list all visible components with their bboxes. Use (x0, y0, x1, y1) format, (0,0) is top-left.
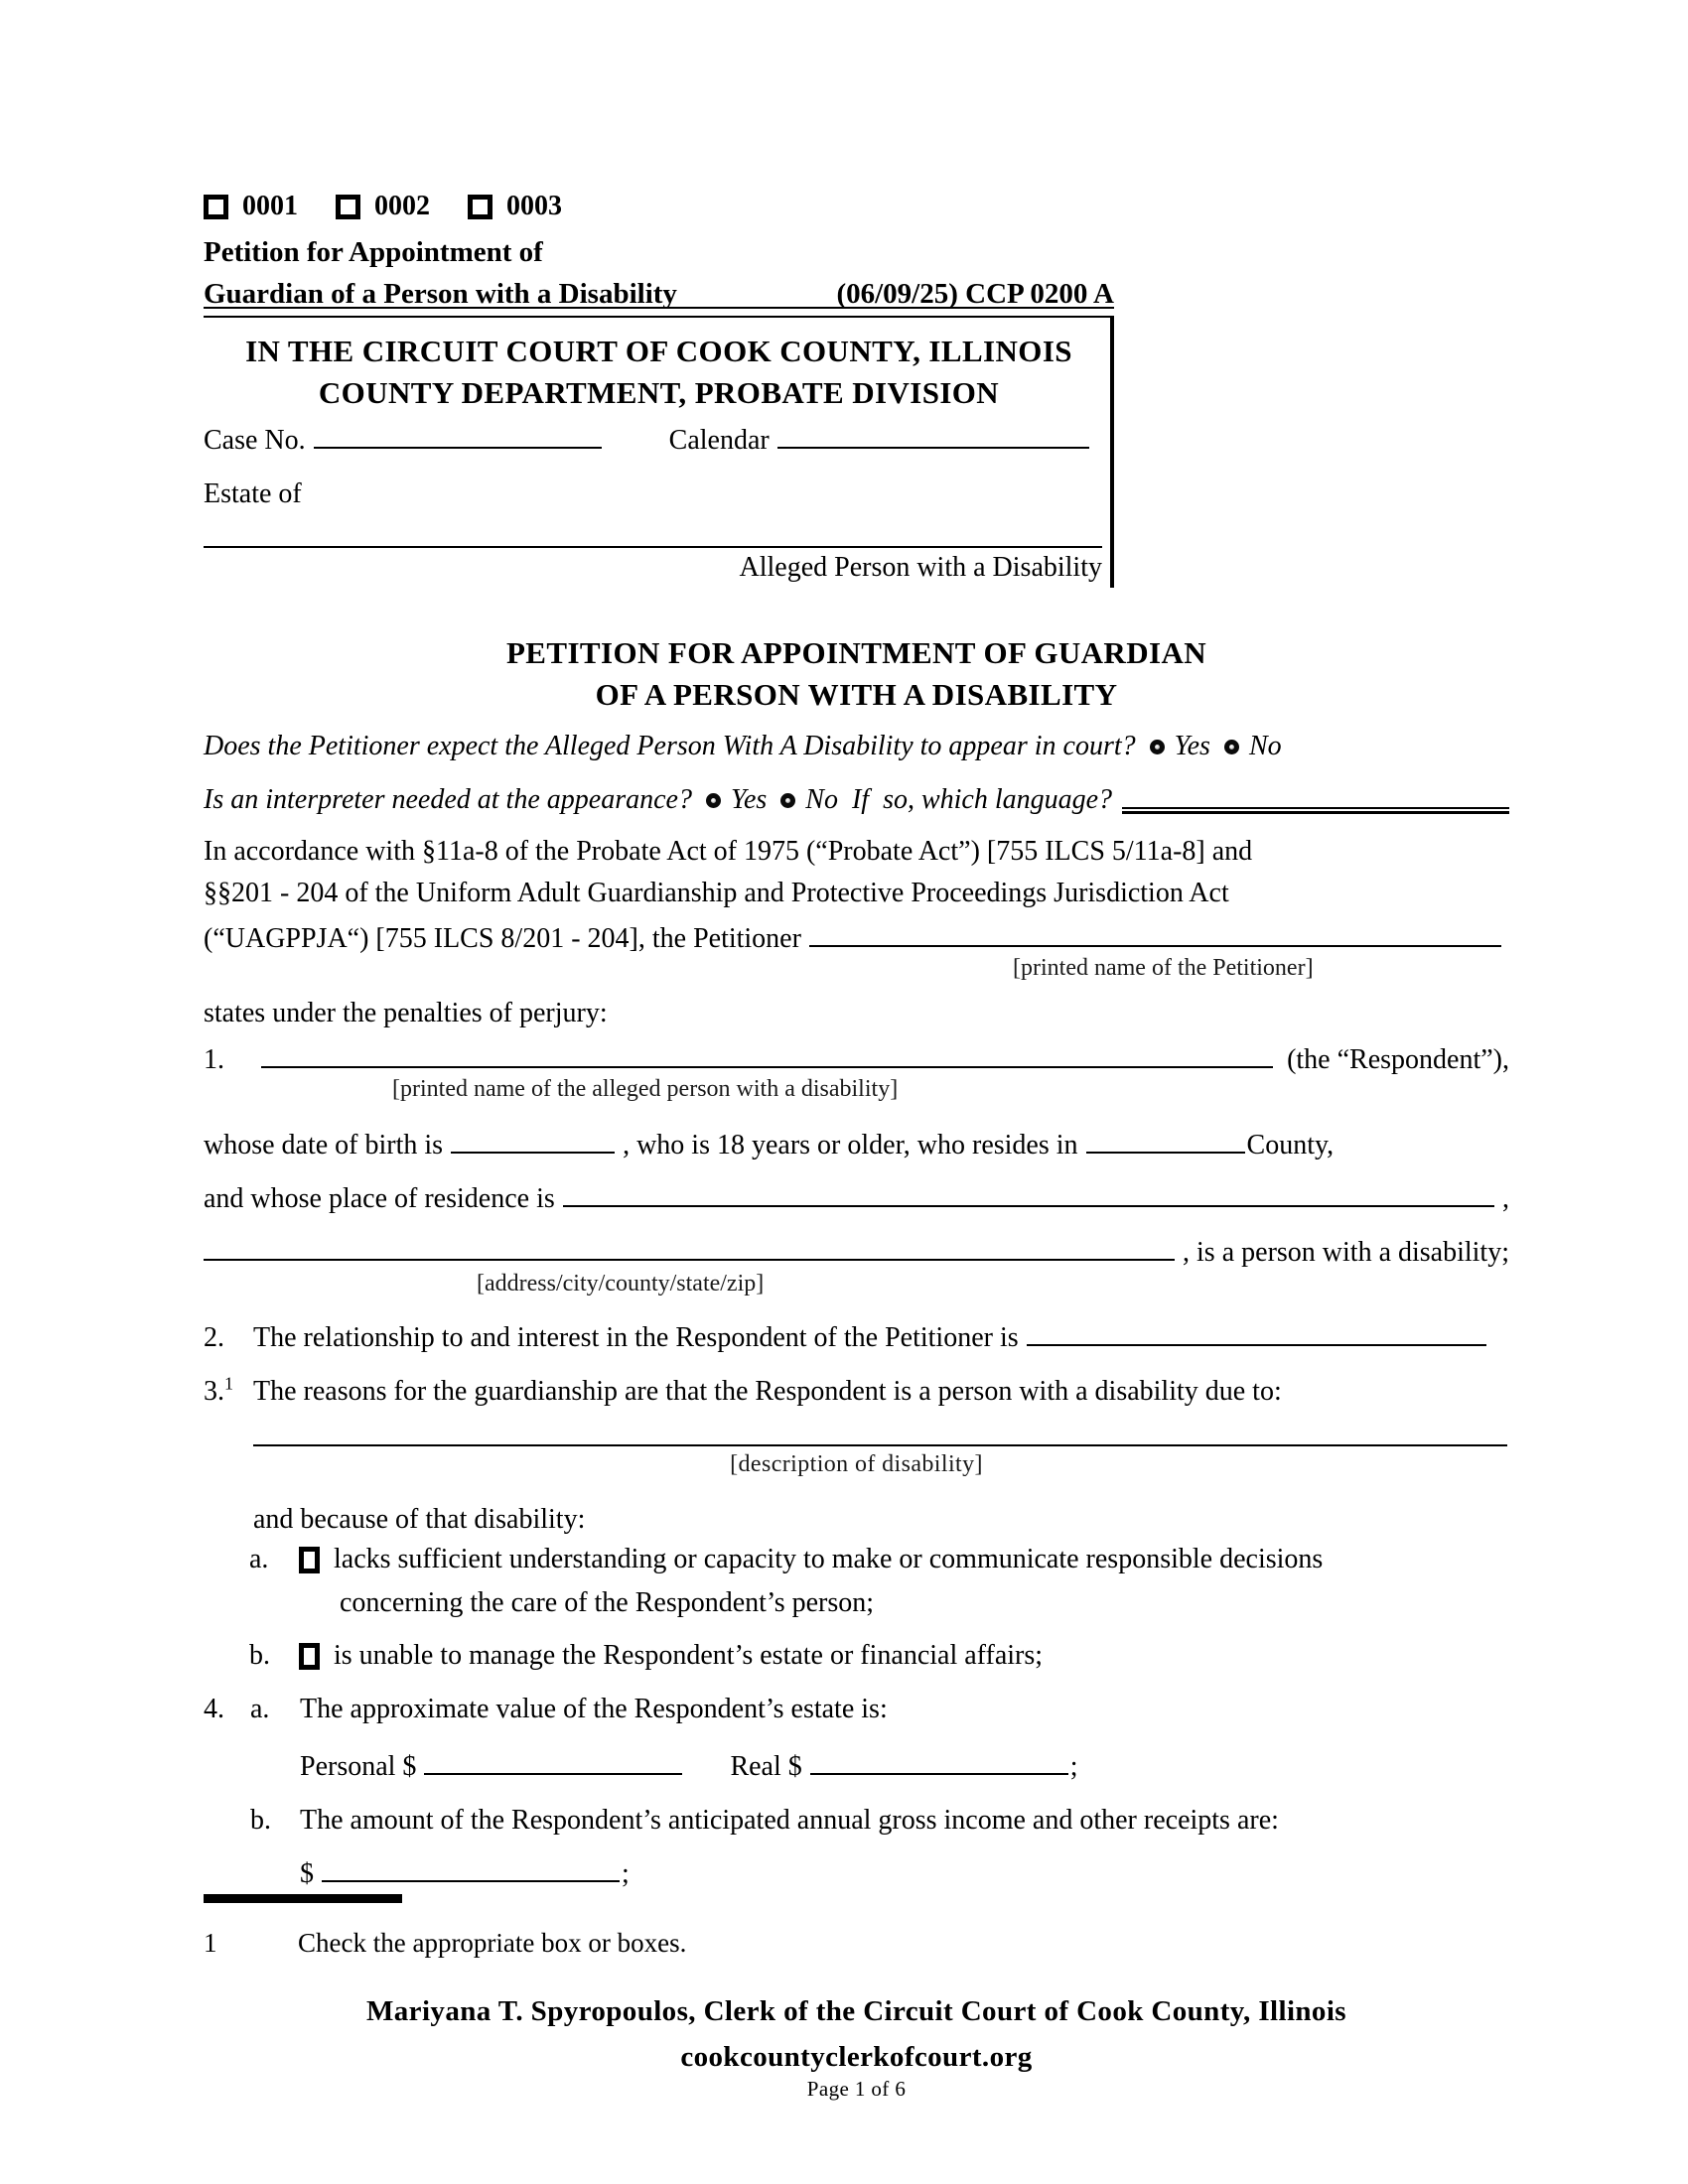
case-number-label-0003: 0003 (506, 191, 562, 221)
item4a-letter: a. (250, 1694, 270, 1724)
caption-label-row (204, 552, 1102, 584)
estate-value-semicolon: ; (1069, 1751, 1078, 1782)
item4b-text: The amount of the Respondent’s anticipated annual gross income and other receipts are: (300, 1805, 1279, 1836)
interpreter-no-radio[interactable] (780, 793, 795, 808)
intro-line3-row (204, 923, 1509, 955)
disability-suffix: , is a person with a disability; (1183, 1237, 1509, 1268)
interpreter-yes-radio[interactable] (706, 793, 721, 808)
real-value-field[interactable] (810, 1773, 1068, 1775)
calendar-label: Calendar (668, 425, 770, 456)
income-field[interactable] (322, 1880, 620, 1882)
county-suffix: County, (1246, 1130, 1335, 1160)
estate-of-label: Estate of (204, 478, 302, 509)
appear-question-text: Does the Petitioner expect the Alleged Person With A Disability to appear in court? (204, 731, 1136, 761)
header-underline (204, 307, 1114, 309)
court-name-line2: COUNTY DEPARTMENT, PROBATE DIVISION (318, 375, 1000, 410)
petitioner-name-hint: [printed name of the Petitioner] (1013, 955, 1314, 981)
item3-number: 3.$^1$ (204, 1373, 233, 1407)
item3a-text-line2-row (340, 1587, 874, 1619)
disability-description-hint: [description of disability] (730, 1451, 983, 1477)
respondent-suffix: (the “Respondent”), (1287, 1044, 1509, 1075)
footer-website[interactable]: cookcountyclerkofcourt.org (680, 2041, 1033, 2073)
respondent-name-hint: [printed name of the alleged person with a disability] (392, 1076, 899, 1102)
county-field[interactable] (1086, 1152, 1245, 1154)
footer-clerk-line: Mariyana T. Spyropoulos, Clerk of the Circuit Court of Cook County, Illinois (366, 1995, 1346, 2027)
item3b-letter: b. (249, 1640, 270, 1671)
footer-page-number: Page 1 of 6 (806, 2077, 907, 2101)
calendar-field[interactable] (777, 447, 1089, 449)
intro-line1: In accordance with §11a-8 of the Probate Act of 1975 (“Probate Act”) [755 ILCS 5/11a-8] and (204, 836, 1253, 867)
item3a-letter: a. (249, 1544, 269, 1574)
intro-line3-text: (“UAGPPJA“) [755 ILCS 8/201 - 204], the Petitioner (204, 923, 801, 954)
item1-dob-row (204, 1130, 1509, 1161)
item4b-letter: b. (250, 1805, 271, 1836)
item3a-checkbox[interactable] (299, 1547, 320, 1573)
residence-prefix: and whose place of residence is (204, 1183, 555, 1214)
appear-no-radio[interactable] (1224, 740, 1239, 754)
item3b-checkbox[interactable] (299, 1643, 320, 1670)
estate-of-row (204, 478, 302, 510)
personal-value-field[interactable] (424, 1773, 682, 1775)
item4b-row (204, 1805, 1279, 1837)
item4a-row (204, 1694, 888, 1725)
intro-line2: §§201 - 204 of the Uniform Adult Guardianship and Protective Proceedings Jurisdiction Act (204, 878, 1229, 908)
footnote-separator (204, 1894, 402, 1903)
real-label: Real $ (730, 1751, 802, 1782)
interpreter-yes-label: Yes (730, 784, 768, 815)
item3a-text-line2: concerning the care of the Respondent’s person; (340, 1587, 875, 1618)
court-name-line1: IN THE CIRCUIT COURT OF COOK COUNTY, ILLINOIS (245, 334, 1072, 368)
interpreter-question-row (204, 784, 1509, 816)
case-number-label-0001: 0001 (242, 191, 298, 221)
residence-field[interactable] (563, 1205, 1494, 1207)
item1-name-row (204, 1044, 1509, 1076)
case-number-checkbox-0002[interactable] (336, 195, 360, 219)
item3b-text: is unable to manage the Respondent’s estate or financial affairs; (334, 1640, 1044, 1671)
petition-title-line2: OF A PERSON WITH A DISABILITY (595, 677, 1118, 712)
item3a-row (249, 1544, 1323, 1575)
case-no-label: Case No. (204, 425, 306, 456)
language-field[interactable] (1122, 807, 1509, 814)
item3b-row (249, 1640, 1043, 1672)
estate-value-row (300, 1751, 1078, 1783)
personal-label: Personal $ (300, 1751, 417, 1782)
item3-because-line: and because of that disability: (253, 1504, 586, 1535)
footnote-row (204, 1928, 686, 1959)
item2-number: 2. (204, 1322, 224, 1353)
footnote-text: Check the appropriate box or boxes. (298, 1928, 687, 1958)
language-prompt: If so, which language? (851, 784, 1113, 815)
dollar-sign: $ (300, 1858, 314, 1889)
item1-address-row (204, 1237, 1509, 1269)
address-hint: [address/city/county/state/zip] (477, 1271, 765, 1297)
item2-text: The relationship to and interest in the Respondent of the Petitioner is (253, 1322, 1019, 1353)
form-title-line2: Guardian of a Person with a Disability (204, 278, 677, 310)
form-revision-code: (06/09/25) CCP 0200 A (836, 278, 1114, 310)
dob-field[interactable] (451, 1152, 615, 1154)
dob-prefix: whose date of birth is (204, 1130, 444, 1160)
item3a-text-line1: lacks sufficient understanding or capacity to make or communicate responsible decisions (334, 1544, 1324, 1574)
form-title-line1: Petition for Appointment of (204, 236, 543, 268)
relationship-field[interactable] (1027, 1344, 1486, 1346)
item4-number: 4. (204, 1694, 224, 1724)
petitioner-name-field[interactable] (809, 945, 1501, 947)
footnote-reference: 1 (224, 1373, 233, 1394)
case-number-checkbox-row (204, 191, 562, 222)
appear-yes-radio[interactable] (1150, 740, 1165, 754)
alleged-person-label: Alleged Person with a Disability (739, 552, 1102, 583)
case-no-field[interactable] (314, 447, 602, 449)
appear-yes-label: Yes (1174, 731, 1210, 761)
intro-line4: states under the penalties of perjury: (204, 998, 608, 1028)
interpreter-no-label: No (805, 784, 838, 815)
case-number-checkbox-0001[interactable] (204, 195, 228, 219)
item2-row (204, 1322, 1494, 1354)
item4a-text: The approximate value of the Respondent’s estate is: (300, 1694, 888, 1724)
case-calendar-row (204, 425, 1097, 457)
case-number-label-0002: 0002 (374, 191, 430, 221)
footnote-number: 1 (204, 1928, 217, 1958)
item1-residence-row (204, 1183, 1509, 1215)
appear-question-row (204, 731, 1282, 762)
residence-comma: , (1502, 1183, 1509, 1214)
respondent-name-field[interactable] (261, 1066, 1273, 1068)
item3-row (204, 1373, 1282, 1408)
item3-text: The reasons for the guardianship are that the Respondent is a person with a disability due to: (253, 1376, 1282, 1407)
estate-name-field[interactable] (204, 546, 1102, 548)
interpreter-question-text: Is an interpreter needed at the appearance? (204, 784, 692, 815)
income-semicolon: ; (622, 1858, 630, 1889)
address-field[interactable] (204, 1259, 1175, 1261)
petition-title-line1: PETITION FOR APPOINTMENT OF GUARDIAN (505, 635, 1207, 670)
appear-no-label: No (1248, 731, 1282, 761)
income-row (300, 1858, 630, 1890)
dob-mid: , who is 18 years or older, who resides in (623, 1130, 1078, 1160)
disability-description-field[interactable] (253, 1444, 1507, 1446)
item1-number: 1. (204, 1044, 224, 1075)
case-number-checkbox-0003[interactable] (468, 195, 492, 219)
